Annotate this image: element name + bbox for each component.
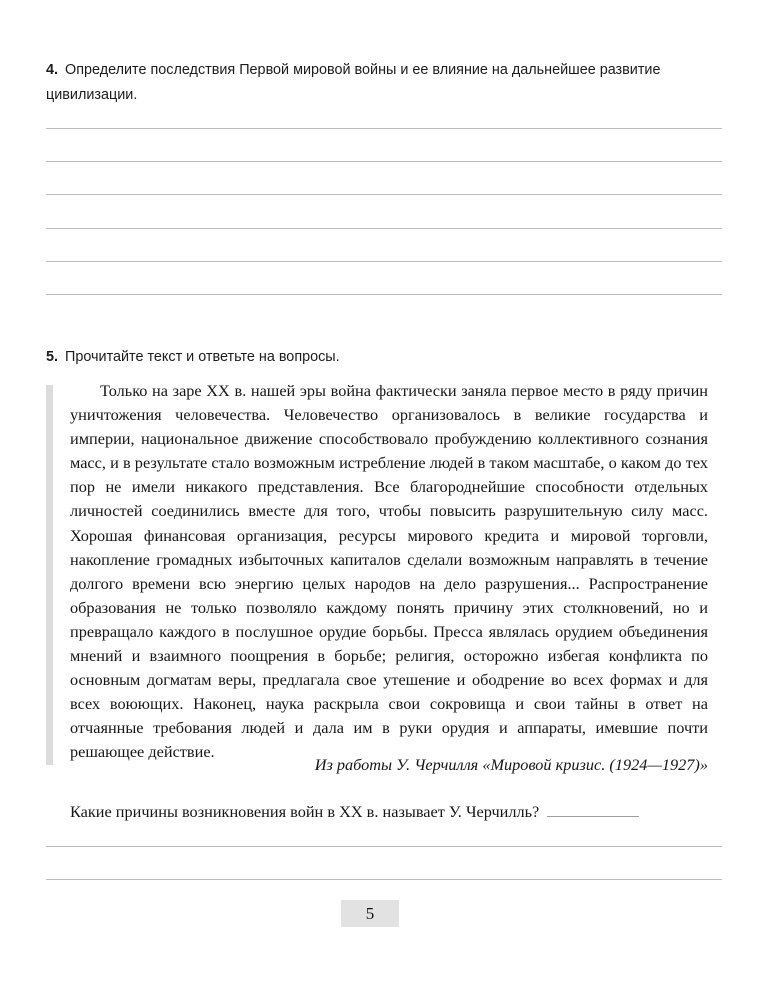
task-4-number: 4. <box>46 62 59 78</box>
quote-accent-bar <box>46 385 53 765</box>
quote-attribution: Из работы У. Черчилля «Мировой кризис. (1924—1927)» <box>314 755 708 774</box>
answer-line-3[interactable] <box>46 194 722 195</box>
question-answer-line-1[interactable] <box>46 846 722 847</box>
task-4-text: Определите последствия Первой мировой войны и ее влияние на дальнейшее развитие цивилизации. <box>46 62 661 103</box>
inline-answer-blank[interactable] <box>547 802 639 817</box>
answer-line-2[interactable] <box>46 161 722 162</box>
answer-line-1[interactable] <box>46 128 722 129</box>
question-answer-line-2[interactable] <box>46 879 722 880</box>
answer-line-4[interactable] <box>46 228 722 229</box>
task-5-text: Прочитайте текст и ответьте на вопросы. <box>65 349 340 365</box>
task-5-prompt <box>46 345 722 370</box>
task-4-prompt <box>46 58 722 108</box>
reading-question <box>70 800 722 824</box>
quote-text: Только на заре XX в. нашей эры война фактически заняла первое место в ряду причин уничтожения человечества. Человечество организовалось в великие государства и империи, национальное движение способствовало пробуждению коллективного сознания масс, и в результате стало возможным истребление людей в таком масштабе, о каком до тех пор не имели никакого представления. Все благороднейшие способности отдельных личностей соединились вместе для того, чтобы повысить разрушительную силу масс. Хорошая финансовая организация, ресурсы мирового кредита и мировой торговли, накопление громадных избыточных капиталов сделали возможным направлять в течение долгого времени всю энергию целых народов на дело разрушения... Распространение образования не только позволяло каждому понять причину этих столкновений, но и превращало каждого в послушное орудие борьбы. Пресса являлась орудием объединения мнений и взаимного поощрения в борьбе; религия, осторожно избегая конфликта по основным догматам веры, предлагала свое утешение и ободрение во всех формах и для всех воюющих. Наконец, наука раскрыла свои сокровища и свои тайны в ответ на отчаянные требования людей и дала им в руки орудия и аппараты, имевшие почти решающее действие. <box>70 381 708 762</box>
task-5-block <box>46 345 722 370</box>
task-5-number: 5. <box>46 349 59 365</box>
task-4-block <box>46 58 722 108</box>
answer-line-6[interactable] <box>46 294 722 295</box>
reading-question-text: Какие причины возникновения войн в XX в. называет У. Черчилль? <box>70 802 540 821</box>
answer-line-5[interactable] <box>46 261 722 262</box>
page-number: 5 <box>341 900 399 927</box>
